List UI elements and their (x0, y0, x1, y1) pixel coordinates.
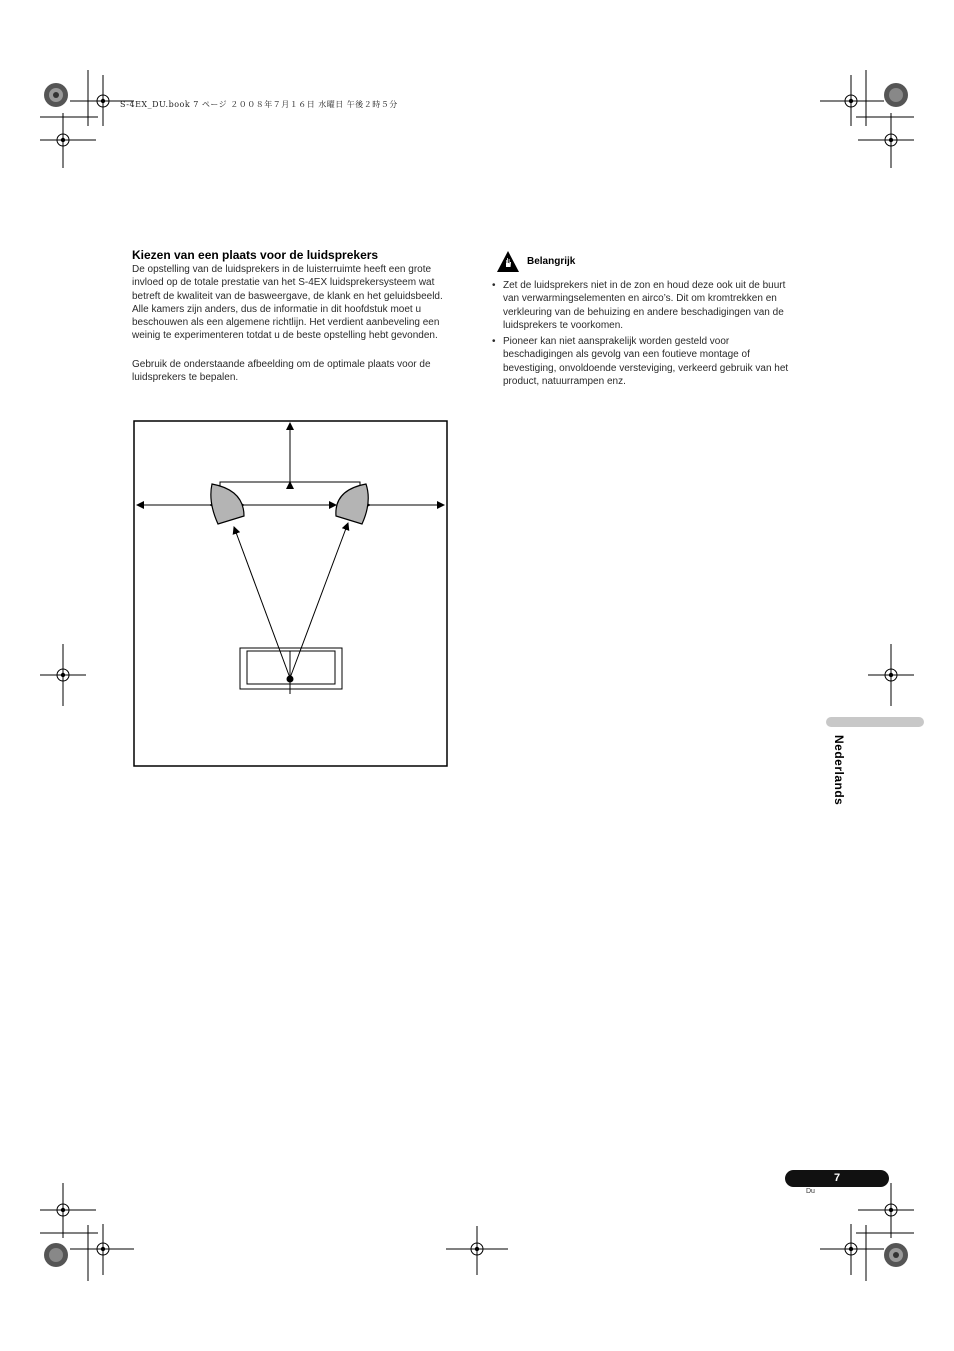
right-speaker (336, 484, 368, 524)
left-speaker (211, 484, 244, 524)
page-language-code: Du (806, 1188, 815, 1195)
important-label: Belangrijk (527, 256, 576, 267)
list-item (492, 335, 797, 388)
warning-hand-icon (496, 250, 520, 274)
right-listening-line (290, 523, 348, 678)
language-tab (826, 717, 924, 727)
section-title: Kiezen van een plaats voor de luidsprekers (132, 248, 379, 262)
page-number: 7 (785, 1170, 889, 1187)
language-label: Nederlands (832, 735, 846, 806)
speaker-span-bracket (220, 482, 360, 492)
list-item-text: Zet de luidsprekers niet in de zon en houd deze ook uit de buurt van verwarmingselementen en airco’s. Dit om kromtrekken en verkleuring van de behuizing en andere beschadigingen van de luidsprekers te voorkomen. (503, 280, 786, 331)
important-list (492, 279, 797, 391)
speaker-placement-diagram (128, 402, 452, 772)
listening-position (287, 676, 294, 683)
instruction-paragraph: Gebruik de onderstaande afbeelding om de optimale plaats voor de luidsprekers te bepalen. (132, 359, 431, 384)
bullet-dot: • (492, 336, 496, 348)
bullet-dot: • (492, 280, 496, 291)
left-listening-line (234, 527, 290, 678)
file-header: S-4EX_DU.book 7 ページ ２００８年７月１６日 水曜日 午後２時５分 (120, 100, 398, 109)
sofa (240, 648, 342, 694)
list-item-text: Pioneer kan niet aansprakelijk worden gesteld voor beschadigingen als gevolg van een foutieve montage of bevestiging, onvoldoende versteviging, verkeerd gebruik van het product, natuurrampen enz. (503, 336, 789, 388)
intro-paragraph: De opstelling van de luidsprekers in de luisterruimte heeft een grote invloed op de totale prestatie van het S-4EX luidsprekersysteem wat betreft de kwaliteit van de basweergave, de klank en het geluidsbeeld. Alle kamers zijn anders, dus de informatie in dit hoofdstuk moet u beschouwen als een algemene richtlijn. Het verdient aanbeveling een weinig te experimenteren totdat u de beste opstelling hebt gevonden. (132, 264, 443, 342)
list-item (492, 279, 797, 332)
